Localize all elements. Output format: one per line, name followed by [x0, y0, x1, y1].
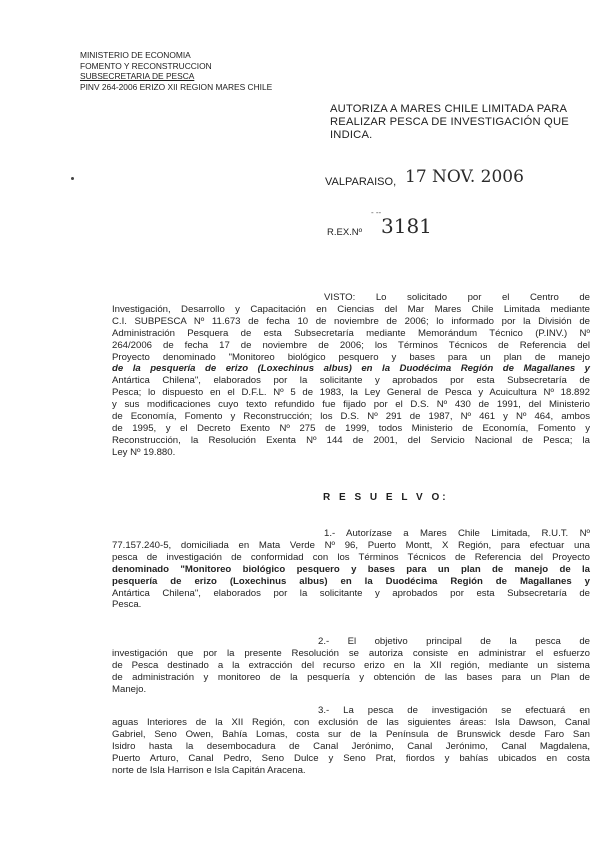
visto-line: de 1995, y el Decreto Exento Nº 275 de 1999, todos Ministerio de Economía, Fomento y — [112, 422, 590, 434]
department-name: FOMENTO Y RECONSTRUCCION — [80, 60, 212, 71]
item-line: 2.- El objetivo principal de la pesca de — [318, 636, 590, 647]
item-line: Antártica Chilena", elaborados por la solicitante y aprobados por esta Subsecretaría de — [112, 587, 590, 599]
visto-line: Reconstrucción, la Resolución Exenta Nº 144 de 2001, del Servicio Nacional de Pesca; la — [112, 434, 590, 446]
visto-line: Investigación, Desarrollo y Capacitación en Ciencias del Mar Mares Chile Limitada mediante — [112, 303, 590, 315]
rex-label: R.EX.Nº — [327, 227, 363, 238]
item-line: denominado "Monitoreo biológico pesquero y bases para un plan de manejo de la — [112, 563, 590, 575]
visto-line: C.I. SUBPESCA Nº 11.673 de fecha 10 de noviembre de 2006; lo informado por la División de — [112, 315, 590, 327]
item-line: investigación que por la presente Resolución se autoriza consiste en administrar el esfuerzo — [112, 647, 590, 659]
visto-line: Administración Pesquera de esta Subsecretaría mediante Memorándum Técnico (P.INV.) Nº — [112, 327, 590, 339]
item-line: Puerto Arturo, Canal Pedro, Seno Dulce y Seno Prat, fiordos y bahías ubicados en costa — [112, 752, 590, 764]
item-line: aguas Interiores de la XII Región, con exclusión de las siguientes áreas: Isla Dawson, Canal — [112, 716, 590, 728]
visto-line: Ley Nº 19.880. — [112, 446, 176, 458]
item-line: Gabriel, Seno Owen, Bahía Lomas, costa sur de la Península de Brunswick desde Faro San — [112, 728, 590, 740]
visto-line: 264/2006 de fecha 17 de noviembre de 2006; los Términos Técnicos de Referencia del — [112, 339, 590, 351]
visto-paragraph — [112, 292, 590, 459]
item-line: de administración y monitoreo de la pesquería y obtención de las bases para un Plan de — [112, 671, 590, 683]
visto-line: de Economía, Fomento y Reconstrucción; los D.S. Nº 291 de 1987, Nº 461 y Nº 464, ambos — [112, 411, 590, 423]
item-line: Pesca. — [112, 599, 142, 611]
resolution-item-1 — [112, 528, 590, 611]
rex-dash-mark: - -- — [371, 208, 382, 217]
resolution-subject: AUTORIZA A MARES CHILE LIMITADA PARA REALIZAR PESCA DE INVESTIGACIÓN QUE INDICA. — [330, 103, 569, 141]
item-line: 77.157.240-5, domiciliada en Mata Verde Nº 96, Puerto Montt, X Región, para efectuar una — [112, 539, 590, 551]
visto-line: VISTO: Lo solicitado por el Centro de — [324, 292, 590, 303]
resolution-item-2 — [112, 636, 590, 696]
reference-code: PINV 264-2006 ERIZO XII REGION MARES CHILE — [80, 81, 273, 92]
item-line: pesquería de erizo (Loxechinus albus) en la Duodécima Región de Magallanes y — [112, 575, 590, 587]
visto-line: Antártica Chilena", elaborados por la solicitante y aprobados por esta Subsecretaría de — [112, 375, 590, 387]
date-stamp: 17 NOV. 2006 — [405, 167, 524, 187]
item-line: 1.- Autorízase a Mares Chile Limitada, R.U.T. Nº — [324, 528, 590, 539]
resuelvo-heading: R E S U E L V O: — [323, 492, 449, 503]
subsecretaria-name: SUBSECRETARIA DE PESCA — [80, 71, 195, 81]
place-label: VALPARAISO, — [325, 176, 397, 188]
visto-line: Pesca; lo dispuesto en el D.F.L. Nº 5 de 1983, la Ley General de Pesca y Acuicultura Nº 18.892 — [112, 387, 590, 399]
item-line: 3.- La pesca de investigación se efectuará en — [318, 705, 590, 716]
ministry-name: MINISTERIO DE ECONOMIA — [80, 50, 191, 60]
item-line: norte de Isla Harrison e Isla Capitán Aracena. — [112, 764, 306, 776]
visto-line: Proyecto denominado "Monitoreo biológico pesquero y bases para un plan de manejo — [112, 351, 590, 363]
scan-speck — [71, 177, 74, 180]
rex-number: 3181 — [381, 214, 432, 238]
item-line: Isidro hasta la desembocadura de Canal Jerónimo, Canal Jerónimo, Canal Magdalena, — [112, 740, 590, 752]
resolution-item-3 — [112, 705, 590, 776]
item-line: pesca de investigación de conformidad con los Términos Técnicos de Referencia del Proyecto — [112, 551, 590, 563]
item-line: de Pesca destinado a la extracción del recurso erizo en la XII región, mediante un sistema — [112, 659, 590, 671]
letterhead — [80, 50, 272, 92]
visto-line: de la pesquería de erizo (Loxechinus albus) en la Duodécima Región de Magallanes y — [112, 363, 590, 375]
visto-line: y sus modificaciones cuyo texto refundido fue fijado por el D.S. Nº 430 de 1991, del Ministerio — [112, 399, 590, 411]
item-line: Manejo. — [112, 683, 147, 695]
